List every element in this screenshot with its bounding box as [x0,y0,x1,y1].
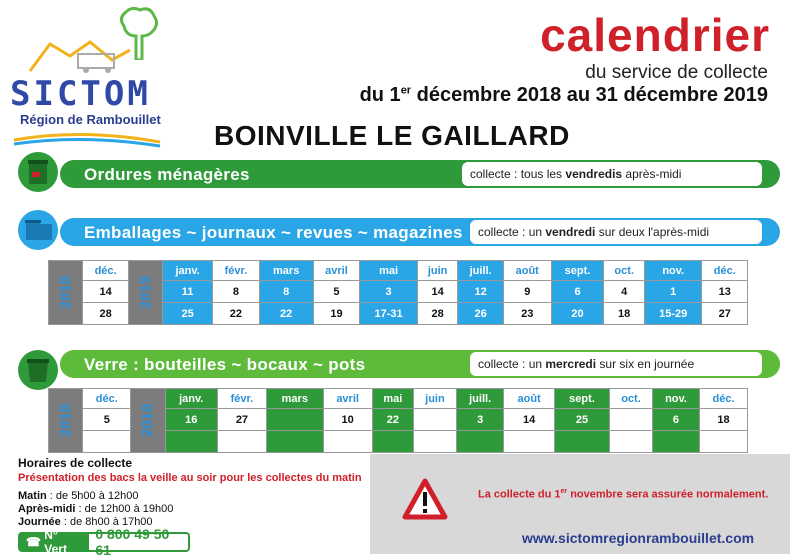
date-cell [504,431,554,453]
calendar-dates: du 1er décembre 2018 au 31 décembre 2019 [359,84,768,106]
month-cell: nov. [644,261,702,281]
month-cell: mai [372,389,413,409]
month-cell: août [504,389,554,409]
verre-table [48,388,748,453]
date-cell: 6 [551,281,604,303]
date-cell [323,431,372,453]
blue-bin-icon [18,210,58,250]
month-cell: avril [313,261,360,281]
green-bin-icon [18,152,58,192]
date-cell: 17-31 [360,303,418,325]
month-cell: déc. [700,389,748,409]
date-cell: 25 [163,303,213,325]
date-cell: 27 [702,303,748,325]
numero-vert[interactable] [18,526,190,558]
swoosh-logo-icon [12,130,162,150]
date-cell: 28 [83,303,128,325]
date-cell: 25 [554,409,609,431]
month-cell: janv. [163,261,213,281]
numero-vert-number: 0 800 49 50 61 [95,526,170,558]
date-cell: 13 [702,281,748,303]
date-cell [414,409,457,431]
logo-sictom: SICTOM [10,74,151,114]
month-cell: nov. [652,389,699,409]
logo-region: Région de Rambouillet [20,112,161,127]
month-cell: mars [266,389,323,409]
date-cell [414,431,457,453]
month-cell: févr. [217,389,266,409]
month-cell: juin [417,261,458,281]
date-cell: 9 [503,281,551,303]
horaires-apres-midi: Après-midi : de 12h00 à 19h00 [18,503,174,515]
calendar-subtitle: du service de collecte [585,62,768,83]
date-cell: 23 [503,303,551,325]
emballages-label: Emballages ~ journaux ~ revues ~ magazines [84,223,463,242]
date-cell [217,431,266,453]
emballages-note: collecte : un vendredi sur deux l'après-midi [470,220,762,244]
month-cell: avril [323,389,372,409]
date-cell: 20 [551,303,604,325]
date-cell: 18 [700,409,748,431]
date-cell [456,431,504,453]
verre-note: collecte : un mercredi sur six en journée [470,352,762,376]
calendar-title: calendrier [540,9,770,61]
date-cell: 10 [323,409,372,431]
month-cell: mars [259,261,313,281]
date-cell: 5 [83,409,131,431]
date-cell: 5 [313,281,360,303]
horaires-matin: Matin : de 5h00 à 12h00 [18,490,139,502]
date-cell: 18 [604,303,645,325]
date-cell: 16 [165,409,217,431]
month-cell: déc. [83,261,128,281]
warning-icon [402,478,448,520]
date-cell [652,431,699,453]
date-cell [610,431,653,453]
month-cell: oct. [604,261,645,281]
month-cell: juill. [458,261,503,281]
year-2019: 2019 [128,261,162,325]
date-cell: 1 [644,281,702,303]
year-2018: 2018 [49,261,83,325]
date-cell: 3 [360,281,418,303]
date-cell: 11 [163,281,213,303]
date-cell [700,431,748,453]
date-cell: 14 [83,281,128,303]
date-cell: 22 [213,303,260,325]
date-cell [165,431,217,453]
date-cell: 14 [504,409,554,431]
date-cell [610,409,653,431]
verre-label: Verre : bouteilles ~ bocaux ~ pots [84,355,366,374]
date-cell [266,431,323,453]
date-cell: 22 [259,303,313,325]
ordures-label: Ordures ménagères [84,165,250,184]
month-cell: déc. [702,261,748,281]
month-cell: juill. [456,389,504,409]
horaires-journee: Journée : de 8h00 à 17h00 [18,516,153,528]
date-cell: 4 [604,281,645,303]
date-cell: 12 [458,281,503,303]
glass-bin-icon [18,350,58,390]
month-cell: janv. [165,389,217,409]
date-cell: 26 [458,303,503,325]
date-cell: 27 [217,409,266,431]
year-2019: 2019 [131,389,165,453]
truck-logo-icon [20,36,140,76]
date-cell: 3 [456,409,504,431]
month-cell: août [503,261,551,281]
date-cell: 28 [417,303,458,325]
date-cell [554,431,609,453]
year-2018: 2018 [49,389,83,453]
warning-message: La collecte du 1er novembre sera assurée normalement. [478,488,769,501]
emballages-table [48,260,748,325]
date-cell [372,431,413,453]
phone-icon: ☎ N° Vert [20,534,89,550]
date-cell: 15-29 [644,303,702,325]
month-cell: mai [360,261,418,281]
month-cell: oct. [610,389,653,409]
date-cell: 19 [313,303,360,325]
date-cell [266,409,323,431]
town-name: BOINVILLE LE GAILLARD [214,120,570,151]
month-cell: déc. [83,389,131,409]
date-cell: 14 [417,281,458,303]
horaires-presentation: Présentation des bacs la veille au soir pour les collectes du matin [18,472,362,484]
date-cell: 8 [259,281,313,303]
month-cell: févr. [213,261,260,281]
date-cell [83,431,131,453]
month-cell: sept. [554,389,609,409]
website-link[interactable]: www.sictomregionrambouillet.com [522,530,755,546]
date-cell: 6 [652,409,699,431]
date-cell: 8 [213,281,260,303]
horaires-title: Horaires de collecte [18,456,133,470]
month-cell: sept. [551,261,604,281]
ordures-note: collecte : tous les vendredis après-midi [462,162,762,186]
date-cell: 22 [372,409,413,431]
month-cell: juin [414,389,457,409]
